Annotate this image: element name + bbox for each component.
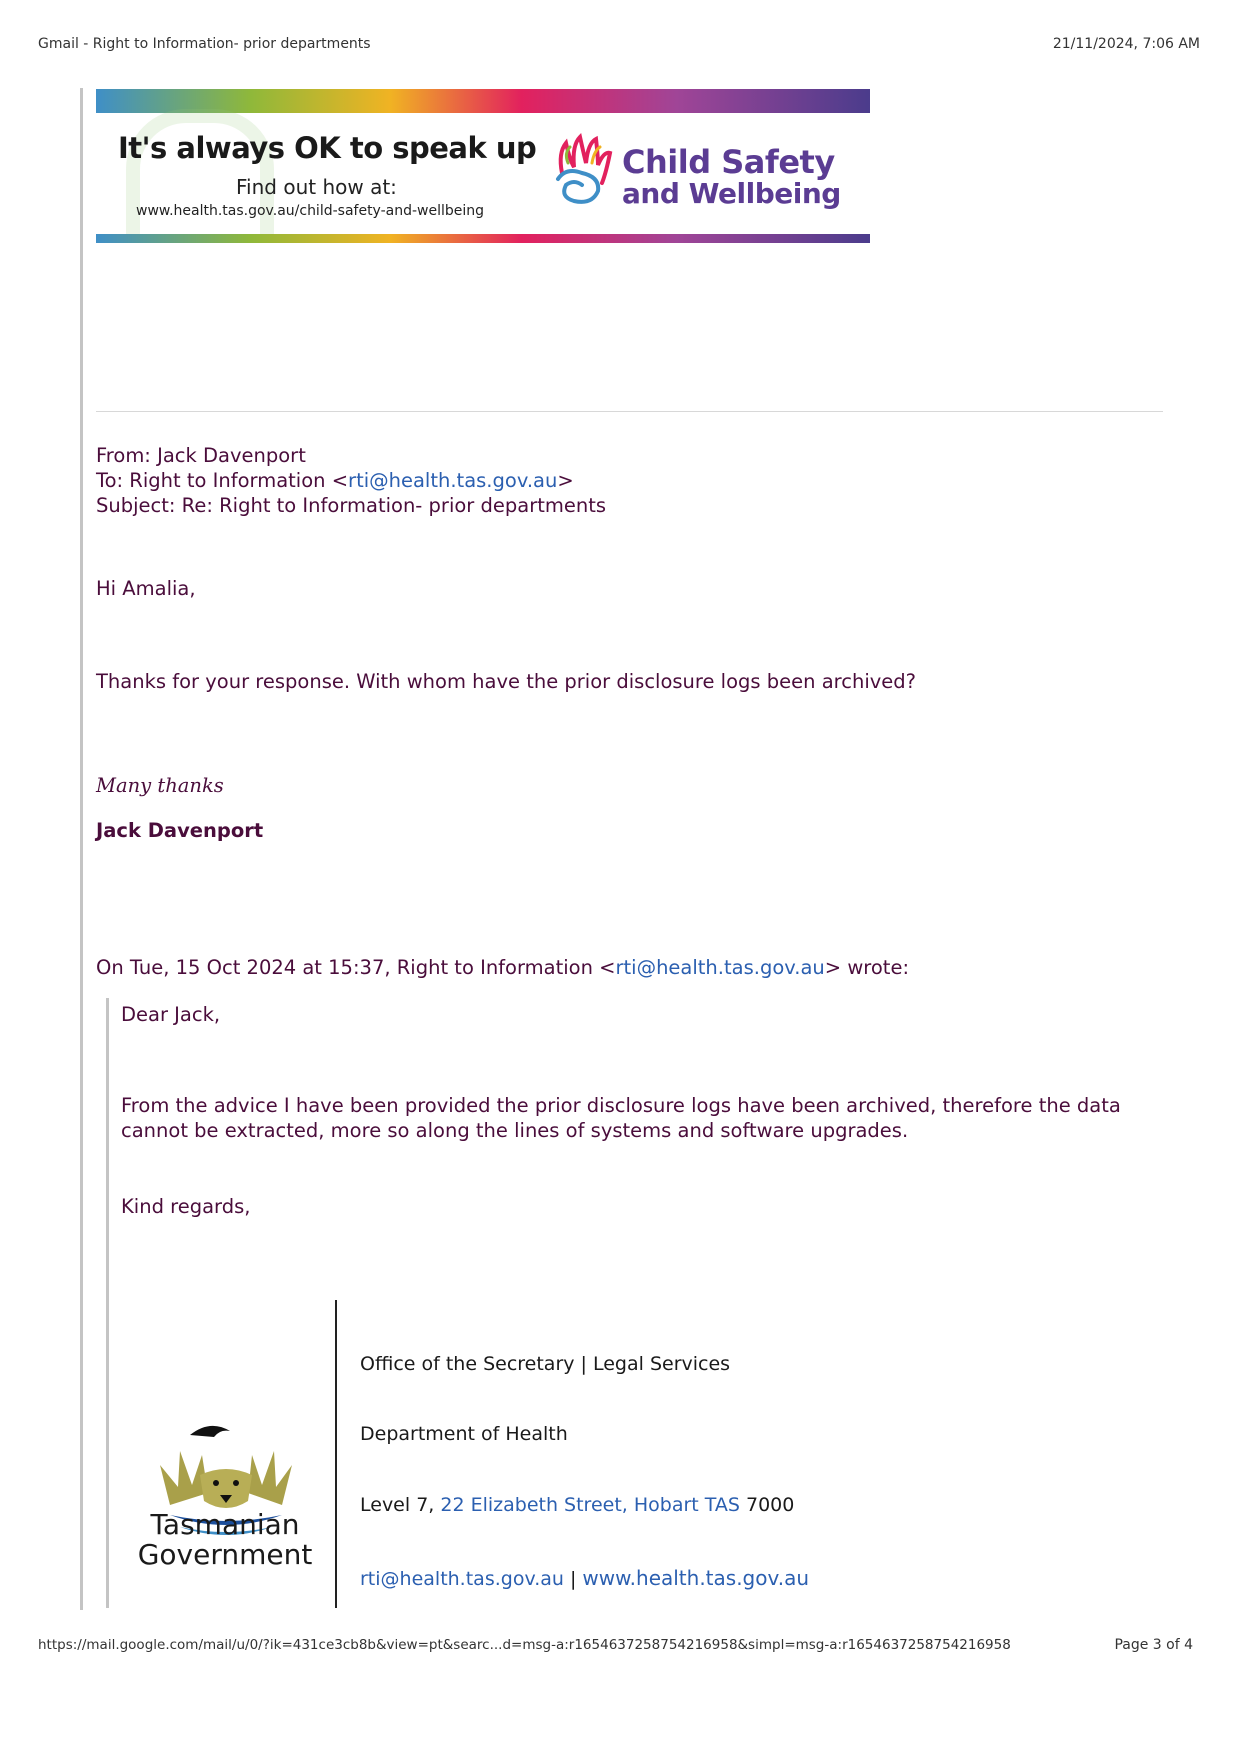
- signoff: Many thanks: [96, 774, 224, 797]
- quoted-body: From the advice I have been provided the prior disclosure logs have been archived, therefore the data cannot be extracted, more so along the lines of systems and software upgrades.: [121, 1094, 1121, 1142]
- quoted-message-bar: [106, 998, 109, 1608]
- signature-office: Office of the Secretary | Legal Services: [360, 1353, 731, 1375]
- banner-brand-line1: Child Safety: [622, 143, 835, 181]
- signature-contacts: rti@health.tas.gov.au | www.health.tas.gov.au: [360, 1566, 810, 1590]
- quoted-intro: On Tue, 15 Oct 2024 at 15:37, Right to Information <rti@health.tas.gov.au> wrote:: [96, 956, 910, 979]
- tas-logo-line1: Tasmanian: [150, 1508, 300, 1541]
- to-email-link[interactable]: rti@health.tas.gov.au: [348, 469, 558, 492]
- banner-find-out: Find out how at:: [236, 175, 397, 199]
- quoted-greeting: Dear Jack,: [121, 1003, 221, 1026]
- banner-url: www.health.tas.gov.au/child-safety-and-wellbeing: [136, 203, 485, 219]
- message-divider: [96, 411, 1163, 412]
- to-line: To: Right to Information <rti@health.tas.gov.au>: [96, 469, 574, 492]
- print-footer-page: Page 3 of 4: [1114, 1637, 1193, 1653]
- greeting: Hi Amalia,: [96, 577, 196, 600]
- thread-quote-bar: [80, 88, 83, 1610]
- signature-email-link[interactable]: rti@health.tas.gov.au: [360, 1568, 564, 1590]
- child-safety-banner: [96, 89, 870, 243]
- email-headers: [96, 443, 606, 518]
- signature-name: Jack Davenport: [96, 819, 264, 842]
- address-link[interactable]: 22 Elizabeth Street, Hobart TAS: [440, 1494, 740, 1516]
- signature-address: Level 7, 22 Elizabeth Street, Hobart TAS 7000: [360, 1494, 795, 1516]
- tas-logo-line2: Government: [137, 1538, 313, 1571]
- from-line: From: Jack Davenport: [96, 444, 306, 467]
- quoted-closing: Kind regards,: [121, 1195, 251, 1218]
- subject-line: Subject: Re: Right to Information- prior departments: [96, 494, 607, 517]
- subject-text: Re: Right to Information- prior departments: [181, 494, 607, 517]
- message-body: Thanks for your response. With whom have the prior disclosure logs been archived?: [96, 670, 916, 693]
- from-name: Jack Davenport: [157, 444, 306, 467]
- hand-icon: [552, 133, 620, 207]
- banner-headline: It's always OK to speak up: [118, 131, 537, 165]
- print-footer-url: https://mail.google.com/mail/u/0/?ik=431ce3cb8b&view=pt&searc...d=msg-a:r1654637258754216958&simpl=msg-a:r1654637258754216958: [38, 1637, 1011, 1653]
- print-header-datetime: 21/11/2024, 7:06 AM: [1052, 36, 1200, 52]
- banner-bottom-stripe: [96, 234, 870, 243]
- signature-web-link[interactable]: www.health.tas.gov.au: [582, 1566, 810, 1590]
- banner-brand-line2: and Wellbeing: [622, 177, 841, 210]
- print-header-title: Gmail - Right to Information- prior departments: [38, 36, 371, 52]
- signature-department: Department of Health: [360, 1423, 568, 1445]
- signature-divider: [335, 1300, 337, 1608]
- quoted-intro-email-link[interactable]: rti@health.tas.gov.au: [615, 956, 825, 979]
